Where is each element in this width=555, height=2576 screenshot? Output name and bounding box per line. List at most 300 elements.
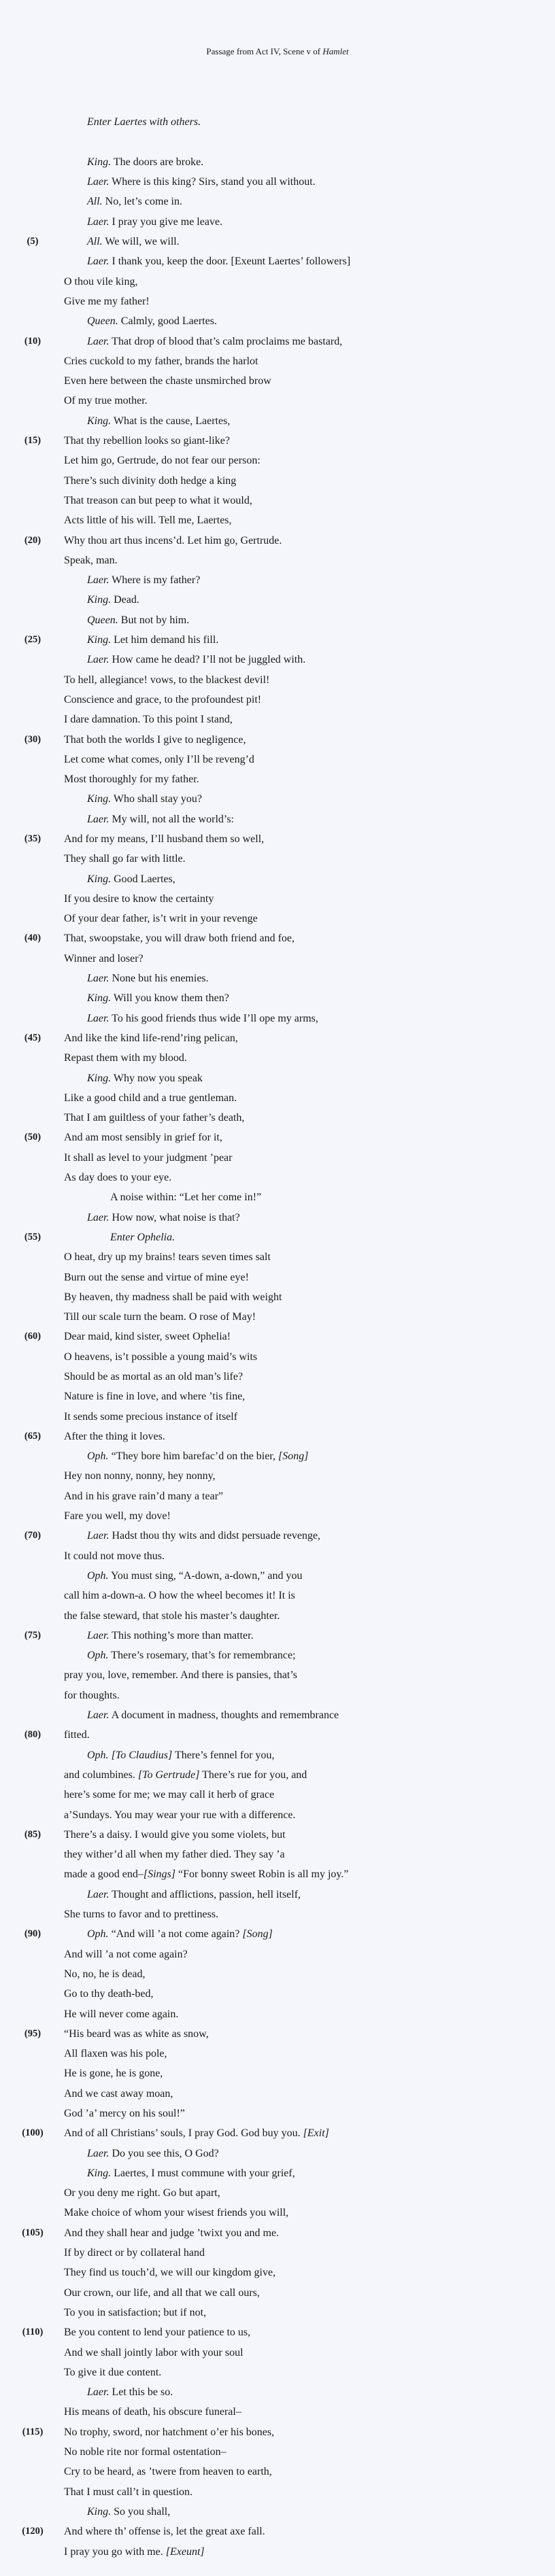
- text-line: [0, 272, 555, 292]
- text-run: His means of death, his obscure funeral–: [64, 2406, 241, 2418]
- text-run: If you desire to know the certainty: [64, 892, 214, 905]
- text-line: [0, 411, 555, 431]
- text-line: [0, 1745, 555, 1765]
- line-text: [64, 2004, 178, 2024]
- text-run: That thy rebellion looks so giant-like?: [64, 435, 230, 447]
- text-line: [0, 1407, 555, 1427]
- text-run: “They bore him barefac’d on the bier,: [108, 1450, 279, 1463]
- line-text: [64, 1586, 295, 1605]
- text-line: [0, 1268, 555, 1287]
- line-text: [64, 928, 295, 948]
- text-run: I dare damnation. To this point I stand,: [64, 714, 233, 726]
- text-run: Fare you well, my dove!: [64, 1510, 171, 1522]
- line-number: (115): [22, 2426, 44, 2437]
- text-line: [0, 2502, 555, 2522]
- text-run: My will, not all the world’s:: [109, 813, 234, 825]
- line-text: [64, 1327, 231, 1346]
- line-text: [64, 1506, 171, 1526]
- text-run: Repast them with my blood.: [64, 1052, 187, 1064]
- text-run: A document in madness, thoughts and remembrance: [109, 1709, 339, 1722]
- italic-text: Queen.: [87, 614, 118, 626]
- text-line: [0, 311, 555, 331]
- text-line: [0, 1327, 555, 1346]
- text-run: No trophy, sword, nor hatchment o’er his bones,: [64, 2426, 275, 2438]
- text-line: [0, 351, 555, 371]
- text-run: Nature is fine in love, and where ’tis fine,: [64, 1391, 246, 1403]
- line-text: [64, 1864, 348, 1884]
- line-number: (15): [24, 435, 41, 447]
- text-run: No noble rite nor formal ostentation–: [64, 2446, 226, 2458]
- text-run: There’s a daisy. I would give you some violets, but: [64, 1828, 286, 1841]
- text-run: here’s some for me; we may call it herb of grace: [64, 1789, 275, 1801]
- text-line: [0, 1665, 555, 1685]
- line-text: [87, 1745, 275, 1765]
- line-text: [64, 769, 199, 789]
- line-text: [64, 2263, 275, 2282]
- line-text: [64, 371, 271, 391]
- line-text: [87, 251, 350, 271]
- line-text: [64, 2283, 260, 2303]
- text-line: [0, 2004, 555, 2024]
- text-line: [0, 451, 555, 470]
- text-run: And will ’a not come again?: [64, 1948, 188, 1960]
- line-text: [64, 1048, 187, 1068]
- text-line: [0, 1626, 555, 1646]
- line-text: [64, 1168, 171, 1187]
- line-text: [87, 630, 218, 650]
- line-text: [64, 670, 269, 690]
- italic-text: King.: [87, 793, 112, 805]
- text-run: Hey non nonny, nonny, hey nonny,: [64, 1470, 216, 1482]
- line-text: [87, 1705, 339, 1725]
- text-line: [0, 710, 555, 729]
- line-text: [87, 232, 180, 251]
- text-line: [0, 730, 555, 750]
- text-run: To hell, allegiance! vows, to the blackest devil!: [64, 674, 270, 686]
- text-run: O heavens, is’t possible a young maid’s wits: [64, 1351, 258, 1363]
- text-line: [0, 2104, 555, 2123]
- text-run: Hadst thou thy wits and didst persuade revenge,: [109, 1530, 321, 1542]
- text-line: [0, 292, 555, 311]
- line-text: [64, 1725, 90, 1745]
- text-run: Should be as mortal as an old man’s life?: [64, 1371, 243, 1382]
- italic-text: Laer.: [87, 973, 110, 985]
- line-number: (105): [22, 2227, 44, 2238]
- text-line: [0, 2123, 555, 2143]
- text-run: Speak, man.: [64, 554, 118, 566]
- text-run: Most thoroughly for my father.: [64, 773, 199, 786]
- line-text: [64, 1128, 222, 1147]
- line-text: [64, 2442, 226, 2462]
- text-run: He is gone, he is gone,: [64, 2068, 163, 2080]
- text-line: [0, 1009, 555, 1028]
- line-text: [64, 1825, 286, 1845]
- text-line: [0, 2283, 555, 2303]
- text-line: [0, 909, 555, 928]
- text-line: [0, 1028, 555, 1048]
- text-line: [0, 491, 555, 510]
- line-text: [87, 311, 217, 331]
- line-number: (65): [24, 1430, 41, 1442]
- line-text: [64, 1247, 271, 1267]
- text-run: And we shall jointly labor with your soul: [64, 2346, 243, 2359]
- text-run: That drop of blood that’s calm proclaims me bastard,: [109, 335, 343, 347]
- text-line: [0, 1606, 555, 1626]
- text-line: [0, 192, 555, 211]
- text-run: God ’a’ mercy on his soul!”: [64, 2107, 185, 2119]
- text-run: Of my true mother.: [64, 395, 148, 407]
- text-run: To you in satisfaction; but if not,: [64, 2306, 207, 2318]
- line-text: [64, 2123, 329, 2143]
- text-run: And they shall hear and judge ’twixt you and me.: [64, 2227, 280, 2239]
- text-line: [0, 2402, 555, 2422]
- line-text: [87, 212, 222, 232]
- text-line: [0, 2084, 555, 2104]
- line-text: [64, 889, 214, 909]
- line-text: [64, 750, 254, 769]
- line-text: [64, 2422, 274, 2442]
- line-number: (5): [27, 236, 39, 247]
- text-run: Will you know them then?: [111, 992, 229, 1005]
- line-text: [64, 351, 258, 371]
- text-line: [0, 1646, 555, 1665]
- line-text: [64, 1904, 218, 1924]
- text-run: To give it due content.: [64, 2366, 162, 2378]
- text-run: And am most sensibly in grief for it,: [64, 1132, 222, 1144]
- italic-text: King.: [87, 1072, 112, 1084]
- text-line: [0, 570, 555, 590]
- line-number: (55): [24, 1231, 41, 1242]
- line-text: [64, 2223, 279, 2243]
- text-run: That both the worlds I give to negligence,: [64, 733, 246, 746]
- line-text: [110, 1187, 261, 1207]
- text-line: [0, 1904, 555, 1924]
- text-run: Winner and loser?: [64, 952, 144, 964]
- line-text: [87, 2382, 173, 2402]
- line-text: [64, 1686, 120, 1705]
- text-line: [0, 630, 555, 650]
- text-line: [0, 551, 555, 570]
- italic-text: King.: [87, 2167, 112, 2179]
- text-line: [0, 1964, 555, 1984]
- text-run: Good Laertes,: [111, 873, 175, 885]
- text-line: [0, 2482, 555, 2502]
- text-run: There’s rosemary, that’s for remembrance;: [108, 1650, 296, 1662]
- line-text: [64, 2104, 185, 2123]
- line-number: (40): [24, 933, 41, 944]
- line-text: [87, 332, 342, 351]
- italic-text: Laer.: [87, 256, 110, 268]
- text-line: [0, 670, 555, 690]
- text-run: None but his enemies.: [109, 973, 209, 985]
- text-line: [0, 212, 555, 232]
- text-line: [0, 829, 555, 849]
- text-line: [0, 1765, 555, 1785]
- line-text: [110, 1228, 175, 1247]
- text-line: [0, 2163, 555, 2183]
- line-text: [64, 2322, 250, 2342]
- line-number: (25): [24, 634, 41, 646]
- line-text: [64, 2343, 243, 2363]
- text-run: Let come what comes, only I’ll be reveng’d: [64, 753, 254, 765]
- line-number: (90): [24, 1928, 41, 1940]
- text-run: Where is my father?: [109, 574, 201, 587]
- line-text: [64, 1665, 297, 1685]
- line-text: [64, 1546, 165, 1566]
- line-number: (75): [24, 1629, 41, 1641]
- text-run: I pray you go with me.: [64, 2545, 166, 2558]
- line-text: [64, 1028, 238, 1048]
- text-line: [0, 869, 555, 889]
- text-run: and columbines.: [64, 1769, 138, 1781]
- text-line: [0, 1725, 555, 1745]
- italic-text: Laer.: [87, 1629, 110, 1641]
- text-run: She turns to favor and to prettiness.: [64, 1909, 219, 1921]
- text-line: [0, 810, 555, 829]
- text-line: [0, 988, 555, 1008]
- text-run: Conscience and grace, to the profoundest pit!: [64, 693, 262, 706]
- text-run: Do you see this, O God?: [109, 2147, 219, 2159]
- line-number: (35): [24, 833, 41, 844]
- text-line: [0, 590, 555, 610]
- line-number: (85): [24, 1828, 41, 1840]
- text-run: By heaven, thy madness shall be paid with weight: [64, 1291, 282, 1303]
- line-text: [87, 2502, 170, 2522]
- text-line: [0, 849, 555, 869]
- italic-text: Laer.: [87, 1012, 110, 1024]
- text-line: [0, 610, 555, 630]
- text-line: [0, 112, 555, 132]
- line-text: [87, 570, 200, 590]
- text-line: [0, 1387, 555, 1406]
- text-run: “And will ’a not come again?: [108, 1928, 243, 1940]
- text-line: [0, 1586, 555, 1605]
- text-line: [0, 949, 555, 969]
- text-line: [0, 650, 555, 669]
- text-run: Or you deny me right. Go but apart,: [64, 2187, 220, 2199]
- text-run: How came he dead? I’ll not be juggled with.: [109, 654, 306, 666]
- italic-text: All.: [87, 196, 103, 208]
- header-text: Passage from Act IV, Scene v of: [206, 46, 323, 56]
- italic-text: King.: [87, 634, 112, 646]
- line-text: [87, 810, 234, 829]
- text-run: Even here between the chaste unsmirched brow: [64, 375, 271, 387]
- text-line: [0, 2462, 555, 2482]
- italic-text: Laer.: [87, 813, 110, 825]
- text-line: [0, 1566, 555, 1586]
- text-line: [0, 2024, 555, 2044]
- text-line: [0, 1785, 555, 1805]
- page-header: [0, 0, 555, 63]
- text-line: [0, 2522, 555, 2541]
- text-line: [0, 1367, 555, 1387]
- line-text: [64, 1606, 280, 1626]
- line-text: [64, 1387, 245, 1406]
- text-line: [0, 2203, 555, 2223]
- text-run: Why thou art thus incens’d. Let him go, Gertrude.: [64, 534, 282, 546]
- italic-text: Oph.: [87, 1928, 109, 1940]
- text-line: [0, 391, 555, 411]
- line-text: [64, 1347, 257, 1367]
- text-run: That I am guiltless of your father’s death,: [64, 1112, 245, 1124]
- line-text: [64, 391, 148, 411]
- line-text: [64, 292, 150, 311]
- text-line: [0, 1805, 555, 1825]
- text-run: And of all Christians’ souls, I pray God. God buy you.: [64, 2127, 303, 2140]
- text-line: [0, 769, 555, 789]
- italic-text: King.: [87, 2505, 112, 2518]
- text-line: [0, 2223, 555, 2243]
- italic-text: Laer.: [87, 2147, 110, 2159]
- text-run: How now, what noise is that?: [109, 1211, 240, 1223]
- italic-text: [Exit]: [303, 2127, 329, 2140]
- text-run: As day does to your eye.: [64, 1172, 172, 1184]
- line-number: (80): [24, 1729, 41, 1741]
- text-line: [0, 1546, 555, 1566]
- text-run: He will never come again.: [64, 2008, 179, 2020]
- text-run: And in his grave rain’d many a tear”: [64, 1490, 224, 1502]
- text-line: [0, 1486, 555, 1506]
- line-text: [64, 2044, 167, 2064]
- text-run: call him a-down-a. O how the wheel becomes it! It is: [64, 1590, 295, 1602]
- text-line: [0, 789, 555, 809]
- text-line: [0, 1128, 555, 1147]
- text-run: made a good end–: [64, 1868, 144, 1881]
- italic-text: Laer.: [87, 335, 110, 347]
- text-line: [0, 1287, 555, 1307]
- line-text: [87, 1526, 320, 1546]
- text-line: [0, 1347, 555, 1367]
- line-text: [64, 451, 260, 470]
- line-text: [64, 2542, 205, 2562]
- text-run: Burn out the sense and virtue of mine eye!: [64, 1271, 249, 1283]
- text-run: Give me my father!: [64, 295, 150, 307]
- text-run: Be you content to lend your patience to us,: [64, 2327, 251, 2339]
- line-text: [64, 1108, 244, 1128]
- text-run: Why now you speak: [111, 1072, 203, 1084]
- text-run: All flaxen was his pole,: [64, 2048, 167, 2060]
- text-line: [0, 1705, 555, 1725]
- line-number: (10): [24, 335, 41, 347]
- italic-text: [Song]: [278, 1450, 309, 1463]
- line-number: (110): [22, 2327, 44, 2338]
- text-run: If by direct or by collateral hand: [64, 2247, 205, 2259]
- text-line: [0, 969, 555, 988]
- text-line: [0, 510, 555, 530]
- text-run: I thank you, keep the door. [Exeunt Laertes’ followers]: [109, 256, 351, 268]
- text-run: Acts little of his will. Tell me, Laertes,: [64, 515, 232, 527]
- line-text: [87, 1626, 254, 1646]
- text-line: [0, 2442, 555, 2462]
- line-text: [64, 1964, 146, 1984]
- text-line: [0, 1048, 555, 1068]
- text-run: “For bonny sweet Robin is all my joy.”: [175, 1868, 349, 1881]
- line-text: [64, 1765, 307, 1785]
- line-text: [87, 192, 182, 211]
- text-line: [0, 2044, 555, 2064]
- text-line: [0, 1845, 555, 1864]
- italic-text: Laer.: [87, 215, 110, 228]
- text-line: [0, 92, 555, 112]
- text-line: [0, 2542, 555, 2562]
- italic-text: Laer.: [87, 1709, 110, 1722]
- text-line: [0, 750, 555, 769]
- line-text: [87, 969, 209, 988]
- text-run: they wither’d all when my father died. They say ’a: [64, 1849, 285, 1861]
- text-run: Till our scale turn the beam. O rose of May!: [64, 1311, 256, 1323]
- italic-text: All.: [87, 236, 103, 248]
- text-line: [0, 690, 555, 710]
- italic-text: King.: [87, 594, 112, 606]
- text-run: Let him demand his fill.: [111, 634, 219, 646]
- text-run: Let him go, Gertrude, do not fear our person:: [64, 455, 260, 467]
- italic-text: King.: [87, 873, 112, 885]
- line-number: (100): [22, 2127, 44, 2139]
- text-line: [0, 2064, 555, 2083]
- text-line: [0, 251, 555, 271]
- line-text: [87, 1009, 318, 1028]
- line-text: [64, 2084, 173, 2104]
- text-run: And for my means, I’ll husband them so well,: [64, 833, 265, 845]
- text-run: Like a good child and a true gentleman.: [64, 1092, 237, 1104]
- text-run: It sends some precious instance of itself: [64, 1410, 238, 1423]
- text-run: That, swoopstake, you will draw both friend and foe,: [64, 933, 295, 945]
- text-line: [0, 172, 555, 192]
- text-run: There’s such divinity doth hedge a king: [64, 474, 237, 487]
- line-text: [87, 1208, 240, 1228]
- text-run: They shall go far with little.: [64, 853, 186, 865]
- text-run: Who shall stay you?: [111, 793, 203, 805]
- text-run: They find us touch’d, we will our kingdom give,: [64, 2267, 276, 2279]
- text-line: [0, 1427, 555, 1446]
- text-run: That treason can but peep to what it would,: [64, 494, 252, 506]
- text-run: And we cast away moan,: [64, 2087, 173, 2100]
- text-run: Calmly, good Laertes.: [118, 315, 217, 328]
- text-run: O thou vile king,: [64, 275, 138, 288]
- text-line: [0, 431, 555, 451]
- text-line: [0, 889, 555, 909]
- text-run: That I must call’t in question.: [64, 2486, 193, 2498]
- text-run: And like the kind life-rend’ring pelican,: [64, 1032, 238, 1044]
- line-text: [64, 2203, 288, 2223]
- text-line: [0, 2243, 555, 2263]
- line-text: [64, 1148, 232, 1168]
- text-run: There’s fennel for you,: [172, 1749, 275, 1761]
- italic-text: Laer.: [87, 1530, 110, 1542]
- text-line: [0, 133, 555, 152]
- italic-text: King.: [87, 992, 112, 1005]
- text-run: Dear maid, kind sister, sweet Ophelia!: [64, 1331, 231, 1343]
- line-text: [64, 272, 137, 292]
- text-line: [0, 531, 555, 551]
- line-text: [87, 411, 230, 431]
- text-run: I pray you give me leave.: [109, 215, 223, 228]
- line-number: (70): [24, 1530, 41, 1542]
- line-text: [64, 2064, 163, 2083]
- text-run: Let this be so.: [109, 2386, 173, 2399]
- text-run: Go to thy death-bed,: [64, 1988, 154, 2000]
- text-line: [0, 2263, 555, 2282]
- text-line: [0, 2343, 555, 2363]
- text-run: It shall as level to your judgment ’pear: [64, 1151, 233, 1164]
- text-line: [0, 1885, 555, 1904]
- header-title: Hamlet: [322, 46, 349, 56]
- line-number: (60): [24, 1331, 41, 1342]
- line-text: [87, 590, 139, 610]
- text-run: “His beard was as white as snow,: [64, 2027, 209, 2040]
- text-run: We will, we will.: [102, 236, 180, 248]
- text-run: You must sing, “A-down, a-down,” and you: [108, 1569, 303, 1582]
